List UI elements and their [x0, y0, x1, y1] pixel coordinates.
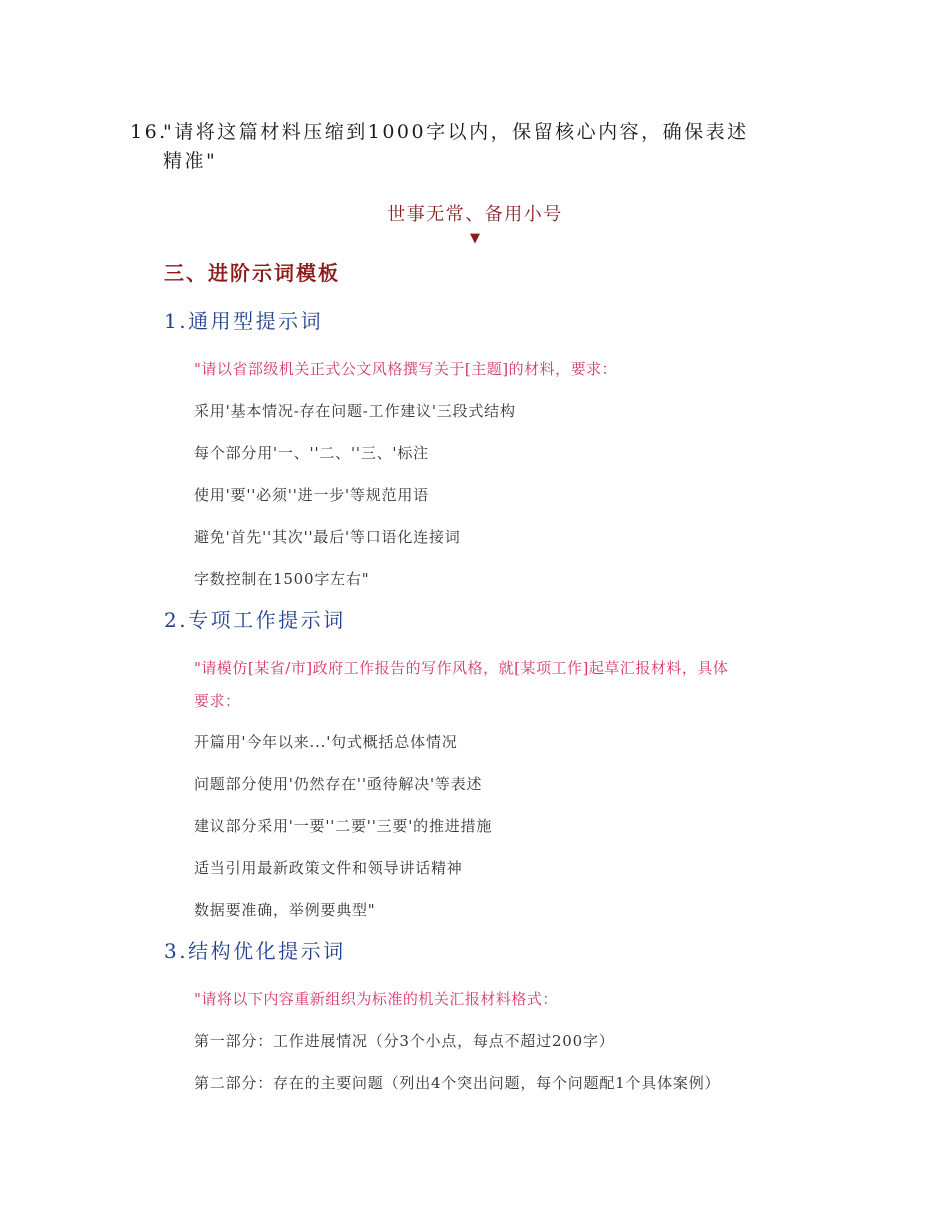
down-arrow-icon: ▼ [470, 231, 480, 246]
requirement-line: 第一部分：工作进展情况（分3个小点，每点不超过200字） [194, 1032, 615, 1050]
requirement-line: 数据要准确，举例要典型" [194, 901, 376, 919]
banner-title: 世事无常、备用小号 [387, 204, 563, 225]
requirement-line: 字数控制在1500字左右" [194, 570, 370, 588]
prompt-intro: "请模仿[某省/市]政府工作报告的写作风格，就[某项工作]起草汇报材料，具体 [194, 659, 729, 677]
subsection-heading-special: 2.专项工作提示词 [164, 608, 346, 632]
requirement-line: 使用'要''必须''进一步'等规范用语 [194, 486, 429, 504]
prompt-intro: "请将以下内容重新组织为标准的机关汇报材料格式： [194, 990, 558, 1008]
subsection-heading-general: 1.通用型提示词 [164, 309, 324, 333]
list-item-text-line2: 精准" [163, 150, 218, 172]
requirement-line: 每个部分用'一、''二、''三、'标注 [194, 444, 429, 462]
requirement-line: 建议部分采用'一要''二要''三要'的推进措施 [194, 817, 493, 835]
prompt-intro-continued: 要求： [194, 692, 241, 710]
subsection-heading-structure: 3.结构优化提示词 [164, 939, 346, 963]
prompt-intro: "请以省部级机关正式公文风格撰写关于[主题]的材料，要求： [194, 360, 618, 378]
requirement-line: 开篇用'今年以来...'句式概括总体情况 [194, 733, 458, 751]
requirement-line: 第二部分：存在的主要问题（列出4个突出问题，每个问题配1个具体案例） [194, 1074, 721, 1092]
list-item-number: 16. [130, 121, 168, 143]
section-heading: 三、进阶示词模板 [164, 261, 340, 285]
list-item-text-line1: "请将这篇材料压缩到1000字以内，保留核心内容，确保表述 [163, 121, 749, 143]
list-item-16 [130, 118, 749, 172]
requirement-line: 采用'基本情况-存在问题-工作建议'三段式结构 [194, 402, 516, 420]
requirement-line: 适当引用最新政策文件和领导讲话精神 [194, 859, 463, 877]
requirement-line: 避免'首先''其次''最后'等口语化连接词 [194, 528, 461, 546]
requirement-line: 问题部分使用'仍然存在''亟待解决'等表述 [194, 775, 483, 793]
